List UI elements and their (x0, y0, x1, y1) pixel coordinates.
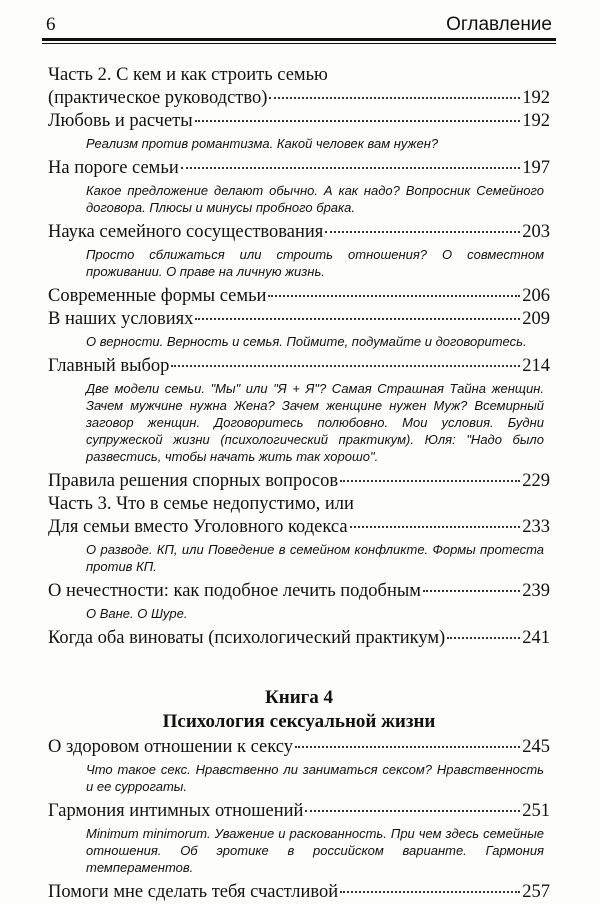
dot-leader (350, 526, 521, 528)
header-rule-thick (42, 38, 556, 41)
entry-page: 257 (522, 882, 550, 902)
book-title: Книга 4 (264, 687, 334, 708)
dot-leader (268, 295, 520, 297)
entry-title: Наука семейного сосуществования (48, 222, 324, 242)
entry-title: В наших условиях (48, 309, 194, 329)
toc-entry[interactable] (48, 516, 550, 539)
entry-title: О нечестности: как подобное лечить подобным (48, 581, 421, 601)
dot-leader (171, 365, 520, 367)
entry-page: 214 (522, 356, 550, 376)
part2-title-line2: (практическое руководство) (48, 88, 268, 108)
entry-title: О здоровом отношении к сексу (48, 737, 293, 757)
entry-page: 229 (522, 471, 550, 491)
toc-entry[interactable] (48, 736, 550, 759)
dot-leader (305, 810, 520, 812)
toc-line (48, 64, 550, 87)
running-title: Оглавление (446, 14, 552, 35)
part3-description: О разводе. КП, или Поведение в семейном конфликте. Формы протеста против КП. (86, 542, 544, 574)
entry-page: 245 (522, 737, 550, 757)
dot-leader (269, 97, 520, 99)
entry-title: Правила решения спорных вопросов (48, 471, 339, 491)
part3-title-line2: Для семьи вместо Уголовного кодекса (48, 517, 348, 537)
entry-title: Современные формы семьи (48, 286, 267, 306)
dot-leader (325, 231, 520, 233)
toc-entry[interactable] (48, 308, 550, 331)
toc-entry[interactable] (48, 355, 550, 378)
entry-description: Что такое секс. Нравственно ли заниматься сексом? Нравственность и ее суррогаты. (86, 762, 544, 794)
entry-page: 209 (522, 309, 550, 329)
entry-page: 203 (522, 222, 550, 242)
toc-entry[interactable] (48, 285, 550, 308)
toc-entry[interactable] (48, 157, 550, 180)
entry-description: Minimum minimorum. Уважение и раскованность. При чем здесь семейные отношения. Об эротике в российском варианте. Гармония темпераментов. (86, 826, 544, 875)
entry-description: Реализм против романтизма. Какой человек вам нужен? (86, 136, 439, 151)
header-rule-thin (42, 43, 556, 44)
toc-entry[interactable] (48, 221, 550, 244)
entry-title: Помоги мне сделать тебя счастливой (48, 882, 339, 902)
table-of-contents (48, 64, 550, 904)
entry-title: Главный выбор (48, 356, 170, 376)
entry-title: Когда оба виноваты (психологический практикум) (48, 628, 446, 648)
entry-description: О Ване. О Шуре. (86, 606, 188, 621)
toc-entry[interactable] (48, 87, 550, 110)
entry-page: 206 (522, 286, 550, 306)
page-header (42, 14, 556, 40)
toc-entry[interactable] (48, 627, 550, 650)
dot-leader (340, 891, 520, 893)
part3-title-line1: Часть 3. Что в семье недопустимо, или (48, 494, 354, 514)
part3-page: 233 (522, 517, 550, 537)
entry-description: Какое предложение делают обычно. А как надо? Вопросник Семейного договора. Плюсы и минусы пробного брака. (86, 183, 544, 215)
toc-entry[interactable] (48, 881, 550, 904)
toc-entry[interactable] (48, 580, 550, 603)
entry-title: Гармония интимных отношений (48, 801, 304, 821)
part2-title-line1: Часть 2. С кем и как строить семью (48, 65, 328, 85)
entry-description: О верности. Верность и семья. Поймите, подумайте и договоритесь. (86, 334, 527, 349)
entry-title: Любовь и расчеты (48, 111, 193, 131)
dot-leader (295, 746, 520, 748)
dot-leader (423, 590, 520, 592)
toc-entry[interactable] (48, 470, 550, 493)
toc-entry[interactable] (48, 800, 550, 823)
entry-page: 241 (522, 628, 550, 648)
entry-page: 239 (522, 581, 550, 601)
entry-page: 197 (522, 158, 550, 178)
dot-leader (195, 120, 521, 122)
page-number: 6 (46, 14, 56, 35)
entry-description: Две модели семьи. "Мы" или "Я + Я"? Самая Страшная Тайна женщин. Зачем мужчине нужна Жена? Зачем женщине нужен Муж? Всемирный заговор женщин. Договоритесь полюбовно. Мои условия. Будни супружеской жизни (психологический практикум). Юля: "Надо было развестись, чтобы начать жить так хорошо". (86, 381, 544, 464)
dot-leader (181, 167, 521, 169)
toc-entry[interactable] (48, 110, 550, 133)
entry-description: Просто сближаться или строить отношения? О совместном проживании. О праве на личную жизнь. (86, 247, 544, 279)
dot-leader (195, 318, 520, 320)
entry-title: На пороге семьи (48, 158, 179, 178)
entry-page: 251 (522, 801, 550, 821)
dot-leader (447, 637, 520, 639)
part2-page: 192 (522, 88, 550, 108)
entry-page: 192 (522, 111, 550, 131)
toc-line (48, 493, 550, 516)
dot-leader (340, 480, 520, 482)
book-subtitle: Психология сексуальной жизни (162, 711, 436, 732)
